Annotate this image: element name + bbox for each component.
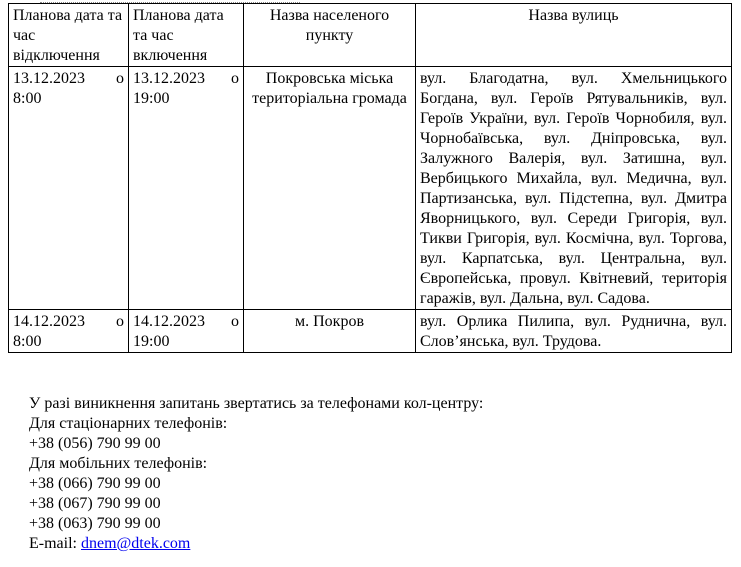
off-datetime-cell [9, 310, 129, 353]
off-date: 14.12.2023 о [13, 313, 124, 330]
off-time: 8:00 [13, 90, 42, 107]
header-streets: Назва вулиць [416, 4, 732, 67]
on-datetime-cell [129, 67, 244, 310]
on-time: 19:00 [133, 333, 170, 350]
header-off-datetime: Планова дата та час відключення [9, 4, 129, 67]
header-settlement: Назва населеного пункту [244, 4, 416, 67]
landline-label: Для стаціонарних телефонів: [29, 415, 228, 432]
header-on-datetime: Планова дата та час включення [129, 4, 244, 67]
mobile-label: Для мобільних телефонів: [29, 455, 208, 472]
off-datetime-cell [9, 67, 129, 310]
off-date: 13.12.2023 о [13, 70, 124, 87]
settlement-cell: Покровська міська територіальна громада [244, 67, 416, 310]
contact-info [29, 394, 729, 554]
email-link[interactable]: dnem@dtek.com [80, 535, 191, 552]
mobile-phone: +38 (067) 790 99 00 [29, 495, 161, 512]
on-time: 19:00 [133, 90, 170, 107]
landline-phone: +38 (056) 790 99 00 [29, 435, 161, 452]
table-row [9, 310, 732, 353]
off-time: 8:00 [13, 333, 42, 350]
email-label: E-mail: [29, 535, 77, 552]
mobile-phone: +38 (066) 790 99 00 [29, 475, 161, 492]
email-line [29, 534, 729, 554]
table-row [9, 67, 732, 310]
contact-intro: У разі виникнення запитань звертатись за телефонами кол-центру: [29, 395, 484, 412]
streets-cell: вул. Орлика Пилипа, вул. Руднична, вул. Слов’янська, вул. Трудова. [416, 310, 732, 353]
outage-schedule-table [8, 3, 732, 353]
on-datetime-cell [129, 310, 244, 353]
table-header-row [9, 4, 732, 67]
on-date: 14.12.2023 о [133, 313, 239, 330]
on-date: 13.12.2023 о [133, 70, 239, 87]
streets-cell: вул. Благодатна, вул. Хмельницького Богдана, вул. Героїв Рятувальників, вул. Героїв України, вул. Героїв Чорнобиля, вул. Чорнобаївська, вул. Дніпровська, вул. Залужного Валерія, вул. Затишна, вул. Вербицького Михайла, вул. Медична, вул. Партизанська, вул. Підстепна, вул. Дмитра Яворницького, вул. Середи Григорія, вул. Тикви Григорія, вул. Космічна, вул. Торгова, вул. Карпатська, вул. Центральна, вул. Європейська, провул. Квітневий, територія гаражів, вул. Дальна, вул. Садова. [416, 67, 732, 310]
settlement-cell: м. Покров [244, 310, 416, 353]
mobile-phone: +38 (063) 790 99 00 [29, 515, 161, 532]
